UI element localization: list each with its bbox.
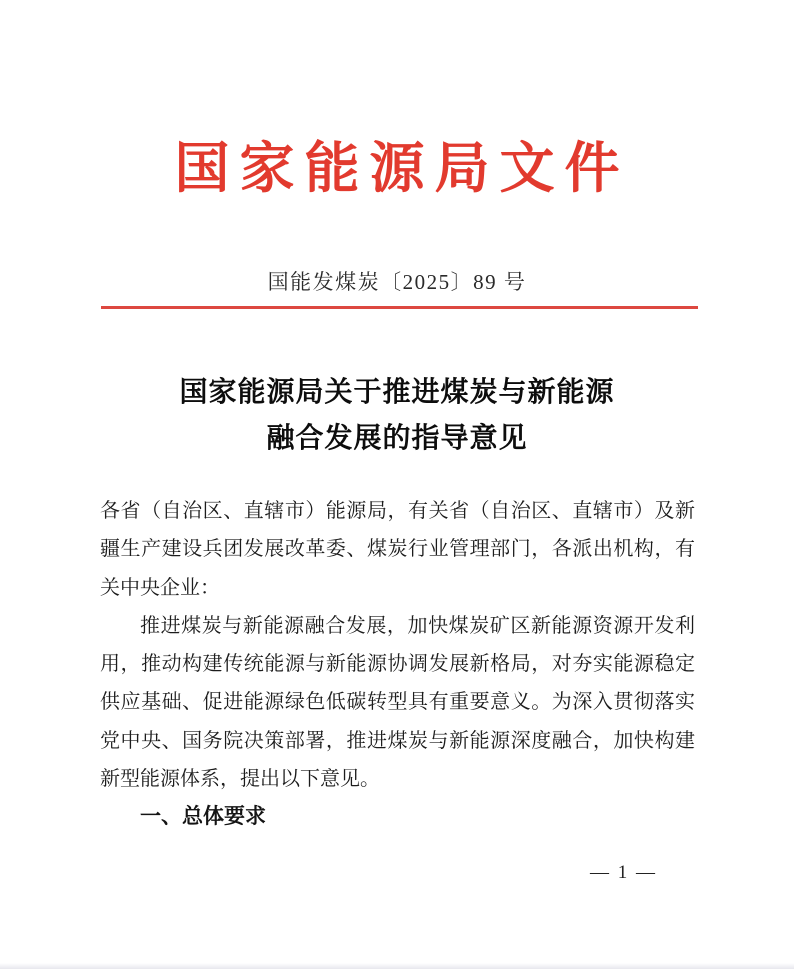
body-line: 疆生产建设兵团发展改革委、煤炭行业管理部门，各派出机构，有 xyxy=(100,538,695,561)
agency-masthead-title: 国家能源局文件 xyxy=(174,138,630,199)
body-line: 供应基础、促进能源绿色低碳转型具有重要意义。为深入贯彻落实 xyxy=(100,691,695,714)
document-title-line2: 融合发展的指导意见 xyxy=(266,423,528,454)
body-line: 用，推动构建传统能源与新能源协调发展新格局，对夯实能源稳定 xyxy=(100,653,695,676)
document-number: 国能发煤炭〔2025〕89 号 xyxy=(267,270,527,294)
red-divider-line xyxy=(101,306,698,309)
document-body xyxy=(100,492,695,837)
document-title-line1: 国家能源局关于推进煤炭与新能源 xyxy=(179,377,615,408)
document-title xyxy=(0,370,794,462)
page-number: — 1 — xyxy=(590,862,657,883)
body-line: 党中央、国务院决策部署，推进煤炭与新能源深度融合，加快构建 xyxy=(100,729,695,752)
body-line: 各省（自治区、直辖市）能源局，有关省（自治区、直辖市）及新 xyxy=(100,500,695,522)
section-heading: 一、总体要求 xyxy=(140,805,266,829)
body-line: 推进煤炭与新能源融合发展，加快煤炭矿区新能源资源开发利 xyxy=(140,614,695,637)
body-line: 关中央企业： xyxy=(100,576,220,599)
body-line: 新型能源体系，提出以下意见。 xyxy=(100,768,380,791)
scan-edge xyxy=(0,963,794,969)
